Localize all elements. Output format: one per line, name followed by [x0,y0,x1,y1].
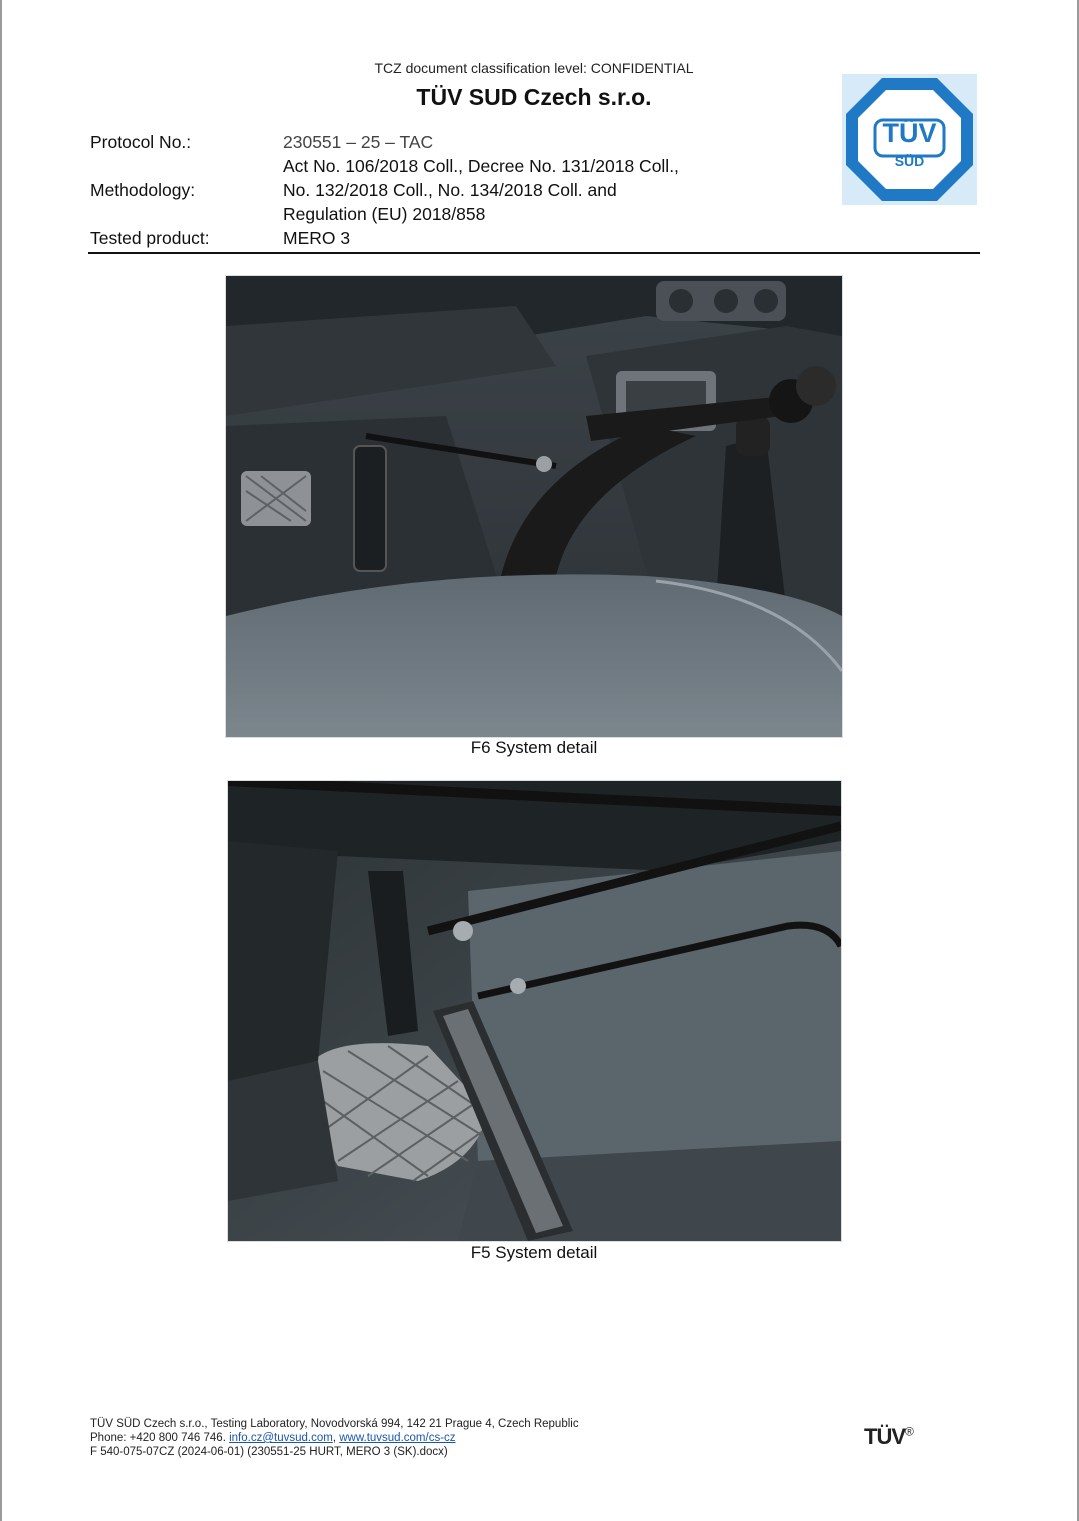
registered-mark: ® [905,1424,914,1439]
company-title: TÜV SUD Czech s.r.o. [416,84,652,110]
protocol-label: Protocol No.: [90,132,192,152]
logo-subtext: SÜD [894,153,925,169]
footer-logo-text: TÜV [864,1424,905,1449]
footer-phone: Phone: +420 800 746 746. [90,1432,226,1444]
tuv-sud-logo [842,74,977,205]
footer-form-ref: F 540-075-07CZ (2024-06-01) (230551-25 HURT, MERO 3 (SK).docx) [90,1446,448,1458]
methodology-line: Act No. 106/2018 Coll., Decree No. 131/2018 Coll., [283,156,679,176]
figure-caption: F6 System detail [470,738,598,757]
page-edge [0,0,2,1521]
classification-notice: TCZ document classification level: CONFIDENTIAL [374,60,694,76]
footer-website-link[interactable]: www.tuvsud.com/cs-cz [339,1432,456,1444]
methodology-line: No. 132/2018 Coll., No. 134/2018 Coll. and [283,180,617,200]
footer-tuv-logo [864,1424,914,1450]
footer-contact [90,1431,579,1445]
footer-address: TÜV SÜD Czech s.r.o., Testing Laboratory, Novodvorská 994, 142 21 Prague 4, Czech Republic [90,1418,579,1430]
photo-pedal-linkage [227,780,842,1242]
header-divider [88,252,980,254]
footer-separator: , [332,1432,337,1444]
product-value: MERO 3 [283,228,351,248]
methodology-line: Regulation (EU) 2018/858 [283,204,486,224]
footer-email-link[interactable]: info.cz@tuvsud.com [229,1432,333,1444]
protocol-value: 230551 – 25 – TAC [283,132,434,152]
page-footer [90,1417,579,1459]
methodology-label: Methodology: [90,180,196,200]
product-label: Tested product: [90,228,210,248]
figure-caption: F5 System detail [470,1243,598,1262]
logo-text: TÜV [882,118,937,148]
photo-hand-control-lever [225,275,843,738]
